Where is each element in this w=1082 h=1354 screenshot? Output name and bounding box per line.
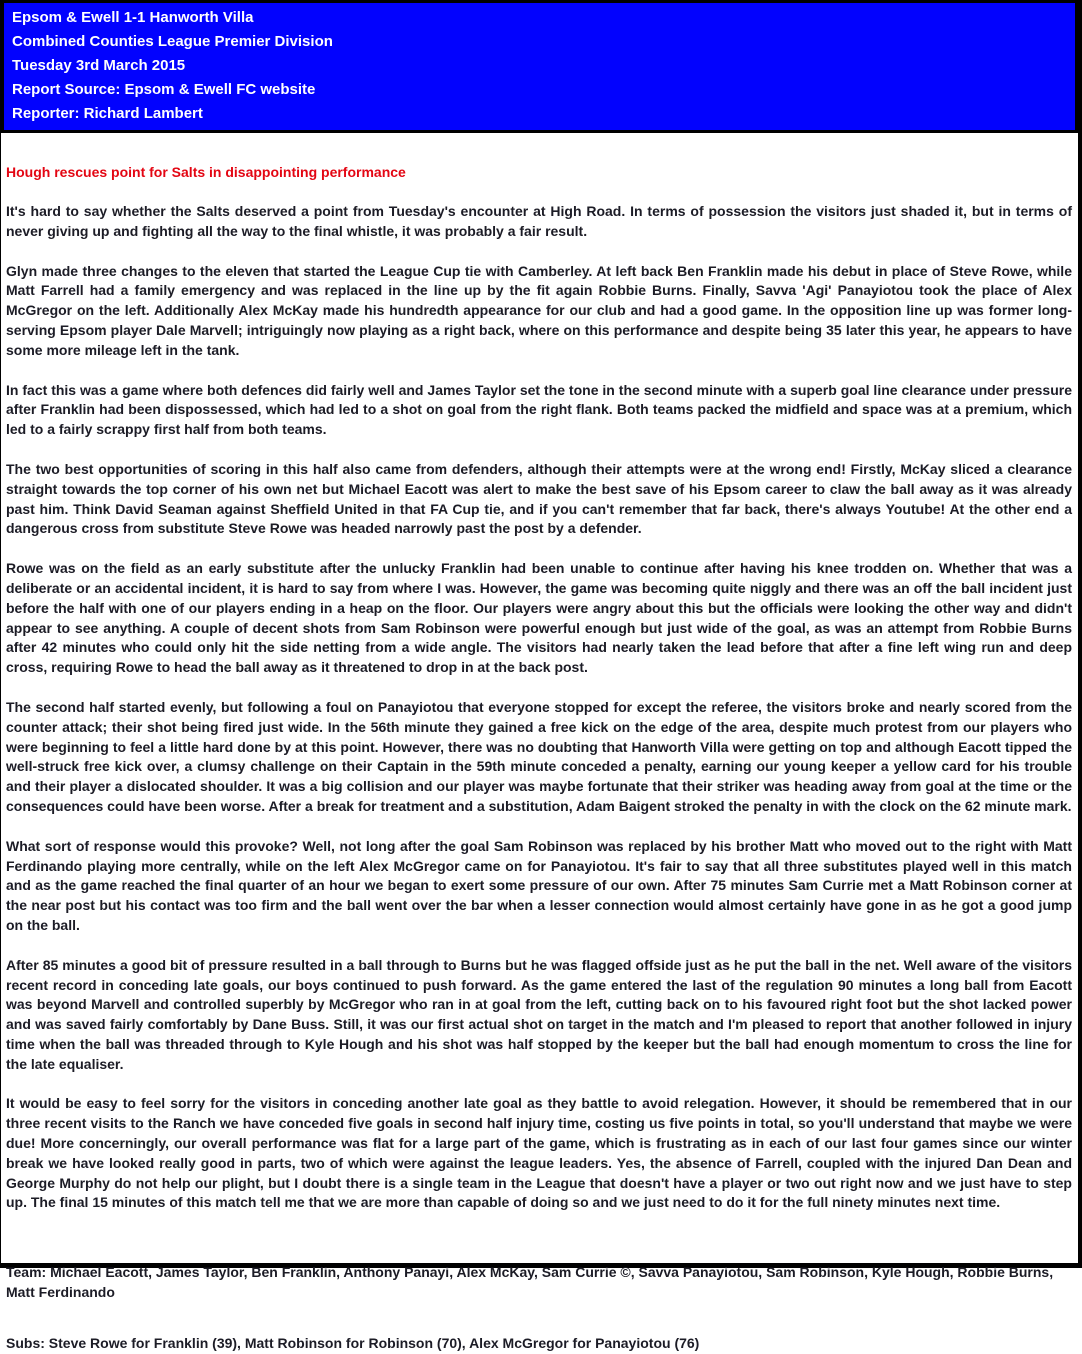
report-paragraph: Glyn made three changes to the eleven that started the League Cup tie with Camberley. At left back Ben Franklin made his debut in place of Steve Rowe, while Matt Farrell had a family emergency and was replaced in the line up by the fit again Robbie Burns. Finally, Savva 'Agi' Panayiotou took the place of Alex McGregor on the left. Additionally Alex McKay made his hundredth appearance for our club and had a good game. In the opposition line up was former long-serving Epsom player Dale Marvell; intriguingly now playing as a right back, where on this performance and despite being 35 later this year, he appears to have some more mileage left in the tank.	[6, 262, 1072, 358]
league-name: Combined Counties League Premier Division	[12, 33, 333, 50]
report-paragraph: In fact this was a game where both defences did fairly well and James Taylor set the tone in the second minute with a superb goal line clearance under pressure after Franklin had been dispossessed, which had led to a shot on goal from the right flank. Both teams packed the midfield and space was at a premium, which led to a fairly scrappy first half from both teams.	[6, 381, 1072, 438]
subs-list: Subs: Steve Rowe for Franklin (39), Matt Robinson for Robinson (70), Alex McGregor for Panayiotou (76)	[6, 1334, 700, 1351]
match-scoreline: Epsom & Ewell 1-1 Hanworth Villa	[12, 9, 254, 26]
report-paragraph: It would be easy to feel sorry for the visitors in conceding another late goal as they battle to avoid relegation. However, it should be remembered that in our three recent visits to the Ranch we have conceded five goals in second half injury time, costing us five points in total, so you'll understand that maybe we were due! More concerningly, our overall performance was flat for a large part of the game, which is frustrating as in each of our last four games since our winter break we have looked really good in parts, two of which were against the league leaders. Yes, the absence of Farrell, coupled with the injured Dan Dean and George Murphy do not help our plight, but I doubt there is a single team in the League that doesn't have a player or two out right now and we just have to step up. The final 15 minutes of this match tell me that we are more than capable of doing so and we just need to do it for the full ninety minutes next time.	[6, 1095, 1072, 1211]
report-paragraph: It's hard to say whether the Salts deserved a point from Tuesday's encounter at High Road. In terms of possession the visitors just shaded it, but in terms of never giving up and fighting all the way to the final whistle, it was probably a fair result.	[6, 203, 1072, 239]
report-source: Report Source: Epsom & Ewell FC website	[12, 81, 316, 98]
report-paragraph: After 85 minutes a good bit of pressure resulted in a ball through to Burns but he was flagged offside just as he put the ball in the net. Well aware of the visitors recent record in conceding late goals, our boys continued to push forward. As the game entered the last of the regulation 90 minutes a long ball from Eacott was beyond Marvell and controlled superbly by McGregor who ran in at goal from the left, cutting back on to his favoured right foot but the shot lacked power and was saved fairly comfortably by Dane Buss. Still, it was our first actual shot on target in the match and I'm pleased to report that another followed in injury time when the ball was threaded through to Kyle Hough and his shot was half stopped by the keeper but the ball had enough momentum to cross the line for the late equaliser.	[6, 956, 1072, 1072]
report-paragraph: Rowe was on the field as an early substitute after the unlucky Franklin had been unable to continue after having his knee trodden on. Whether that was a deliberate or an accidental incident, it is hard to say from where I was. However, the game was becoming quite niggly and there was an off the ball incident just before the half with one of our players ending in a heap on the floor. Our players were angry about this but the officials were looking the other way and didn't appear to see anything. A couple of decent shots from Sam Robinson were powerful enough but just wide of the goal, as was an attempt from Robbie Burns after 42 minutes who could only hit the side netting from a wide angle. The visitors had nearly taken the lead before that after a fine left wing run and deep cross, requiring Rowe to head the ball away as it threatened to drop in at the back post.	[6, 560, 1072, 676]
report-paragraph: The second half started evenly, but following a foul on Panayiotou that everyone stopped for except the referee, the visitors broke and nearly scored from the counter attack; their shot being fired just wide. In the 56th minute they gained a free kick on the edge of the area, despite much protest from our players who were beginning to feel a little hard done by at this point. However, there was no doubting that Hanworth Villa were getting on top and although Eacott tipped the well-struck free kick over, a clumsy challenge on their Captain in the 59th minute conceded a penalty, earning our young keeper a yellow card for his trouble and their player a dislocated shoulder. It was a big collision and our player was maybe fortunate that their striker was heading away from goal at the time or the consequences could have been worse. After a break for treatment and a substitution, Adam Baigent stroked the penalty in with the clock on the 62 minute mark.	[6, 698, 1072, 814]
report-body	[1, 162, 1078, 1354]
team-list: Team: Michael Eacott, James Taylor, Ben Franklin, Anthony Panayi, Alex McKay, Sam Currie ©, Savva Panayiotou, Sam Robinson, Kyle Hough, Robbie Burns, Matt Ferdinando	[6, 1264, 1054, 1301]
report-paragraph: The two best opportunities of scoring in this half also came from defenders, although their attempts were at the wrong end! Firstly, McKay sliced a clearance straight towards the top corner of his own net but Michael Eacott was alert to make the best save of his Epsom career to claw the ball away as it was already past him. Think David Seaman against Sheffield United in that FA Cup tie, and if you can't remember that far back, there's always Youtube! At the other end a dangerous cross from substitute Steve Rowe was headed narrowly past the post by a defender.	[6, 460, 1072, 537]
match-header	[1, 2, 1078, 133]
report-paragraph: What sort of response would this provoke? Well, not long after the goal Sam Robinson was replaced by his brother Matt who moved out to the right with Matt Ferdinando playing more centrally, while on the left Alex McGregor came on for Panayiotou. It's fair to say that all three substitutes played well in this match and as the game reached the final quarter of an hour we began to exert some pressure of our own. After 75 minutes Sam Currie met a Matt Robinson corner at the near post but his contact was too firm and the ball went over the bar when a lesser connection would almost certainly have gone in as he got a good jump on the ball.	[6, 837, 1072, 933]
match-date: Tuesday 3rd March 2015	[12, 57, 186, 74]
reporter-name: Reporter: Richard Lambert	[12, 105, 203, 122]
report-headline: Hough rescues point for Salts in disappointing performance	[6, 164, 406, 180]
